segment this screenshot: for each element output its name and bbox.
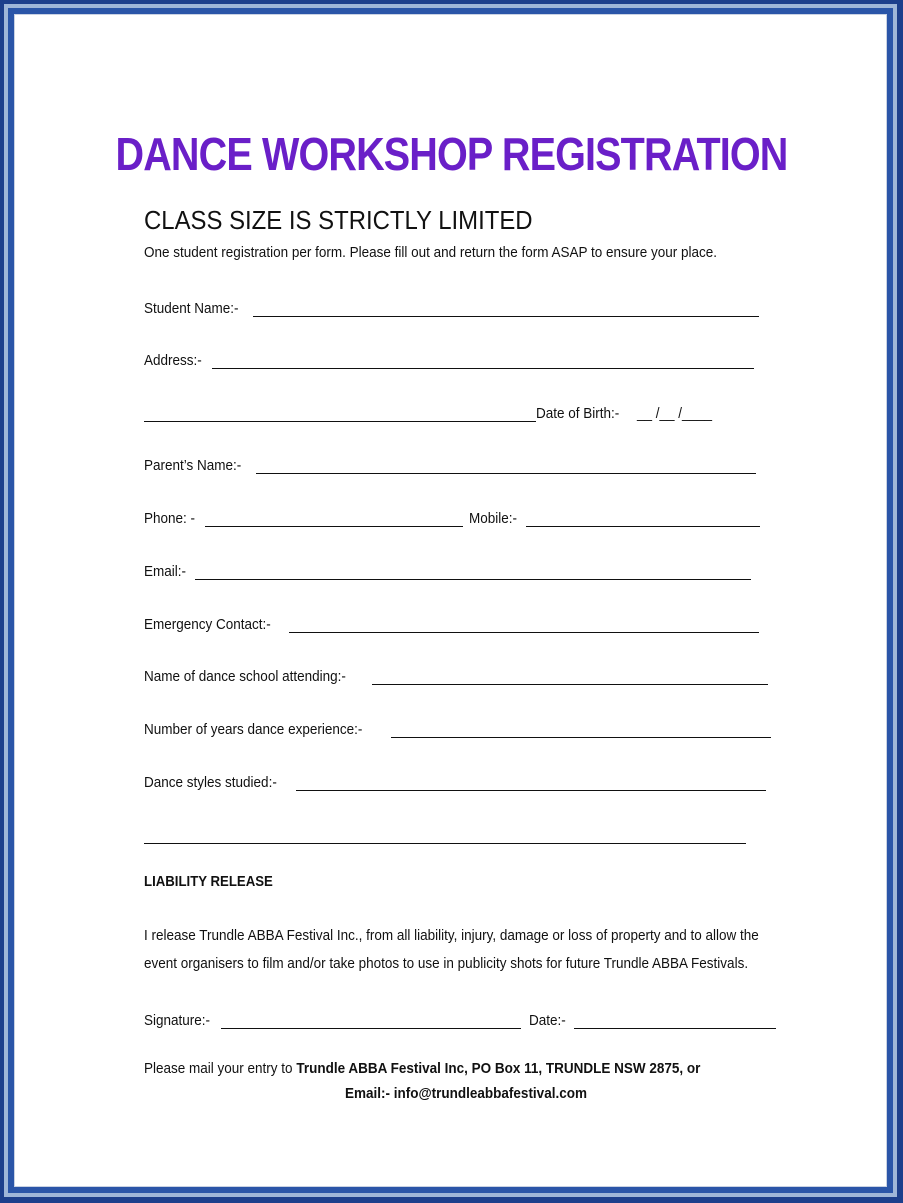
student-name-field[interactable] (253, 302, 759, 317)
date-label: Date:- (529, 1012, 567, 1029)
styles-row (144, 769, 766, 791)
signature-row (144, 1007, 776, 1029)
signature-label: Signature:- (144, 1012, 211, 1029)
emergency-row (144, 611, 759, 633)
styles-line2-row (144, 822, 746, 844)
parent-name-field[interactable] (256, 459, 756, 474)
parent-name-row (144, 452, 756, 474)
emergency-label: Emergency Contact:- (144, 616, 271, 633)
phone-label: Phone: - (144, 510, 196, 527)
experience-label: Number of years dance experience:- (144, 721, 363, 738)
phone-row (144, 505, 760, 527)
address-row (144, 347, 754, 369)
address-field[interactable] (212, 354, 754, 369)
liability-text-line1: I release Trundle ABBA Festival Inc., from all liability, injury, damage or loss of property and to allow the (144, 927, 759, 944)
address-label: Address:- (144, 352, 202, 369)
styles-line2-field[interactable] (144, 829, 746, 844)
school-row (144, 663, 768, 685)
date-field[interactable] (574, 1014, 776, 1029)
dob-field[interactable]: __ /__ /____ (636, 405, 712, 422)
school-field[interactable] (372, 670, 768, 685)
styles-field[interactable] (296, 776, 766, 791)
mobile-field[interactable] (526, 512, 760, 527)
document-page (14, 14, 887, 1187)
signature-field[interactable] (221, 1014, 521, 1029)
experience-row (144, 716, 771, 738)
email-label: Email:- (144, 563, 187, 580)
form-subtitle: CLASS SIZE IS STRICTLY LIMITED (144, 205, 533, 235)
experience-field[interactable] (391, 723, 771, 738)
emergency-field[interactable] (289, 618, 759, 633)
mailing-address: Trundle ABBA Festival Inc, PO Box 11, TRUNDLE NSW 2875, or (296, 1060, 701, 1077)
phone-field[interactable] (205, 512, 463, 527)
liability-text-line2: event organisers to film and/or take photos to use in publicity shots for future Trundle ABBA Festivals. (144, 955, 749, 972)
mailing-line (144, 1060, 700, 1077)
mailing-prefix: Please mail your entry to (144, 1060, 297, 1077)
student-name-label: Student Name:- (144, 300, 239, 317)
mobile-label: Mobile:- (468, 510, 517, 527)
parent-name-label: Parent’s Name:- (144, 457, 242, 474)
email-field[interactable] (195, 565, 751, 580)
form-intro: One student registration per form. Please fill out and return the form ASAP to ensure your place. (144, 244, 718, 261)
student-name-row (144, 295, 759, 317)
dob-label: Date of Birth:- (536, 405, 620, 422)
styles-label: Dance styles studied:- (144, 774, 277, 791)
mailing-email[interactable]: info@trundleabbafestival.com (393, 1085, 587, 1102)
email-row (144, 558, 751, 580)
form-title: DANCE WORKSHOP REGISTRATION (115, 128, 788, 180)
liability-heading: LIABILITY RELEASE (144, 873, 273, 890)
mailing-email-label: Email:- (345, 1085, 391, 1102)
school-label: Name of dance school attending:- (144, 668, 346, 685)
mailing-email-line (345, 1085, 587, 1102)
address-dob-row (144, 400, 720, 422)
address-line2-field[interactable] (144, 407, 536, 422)
